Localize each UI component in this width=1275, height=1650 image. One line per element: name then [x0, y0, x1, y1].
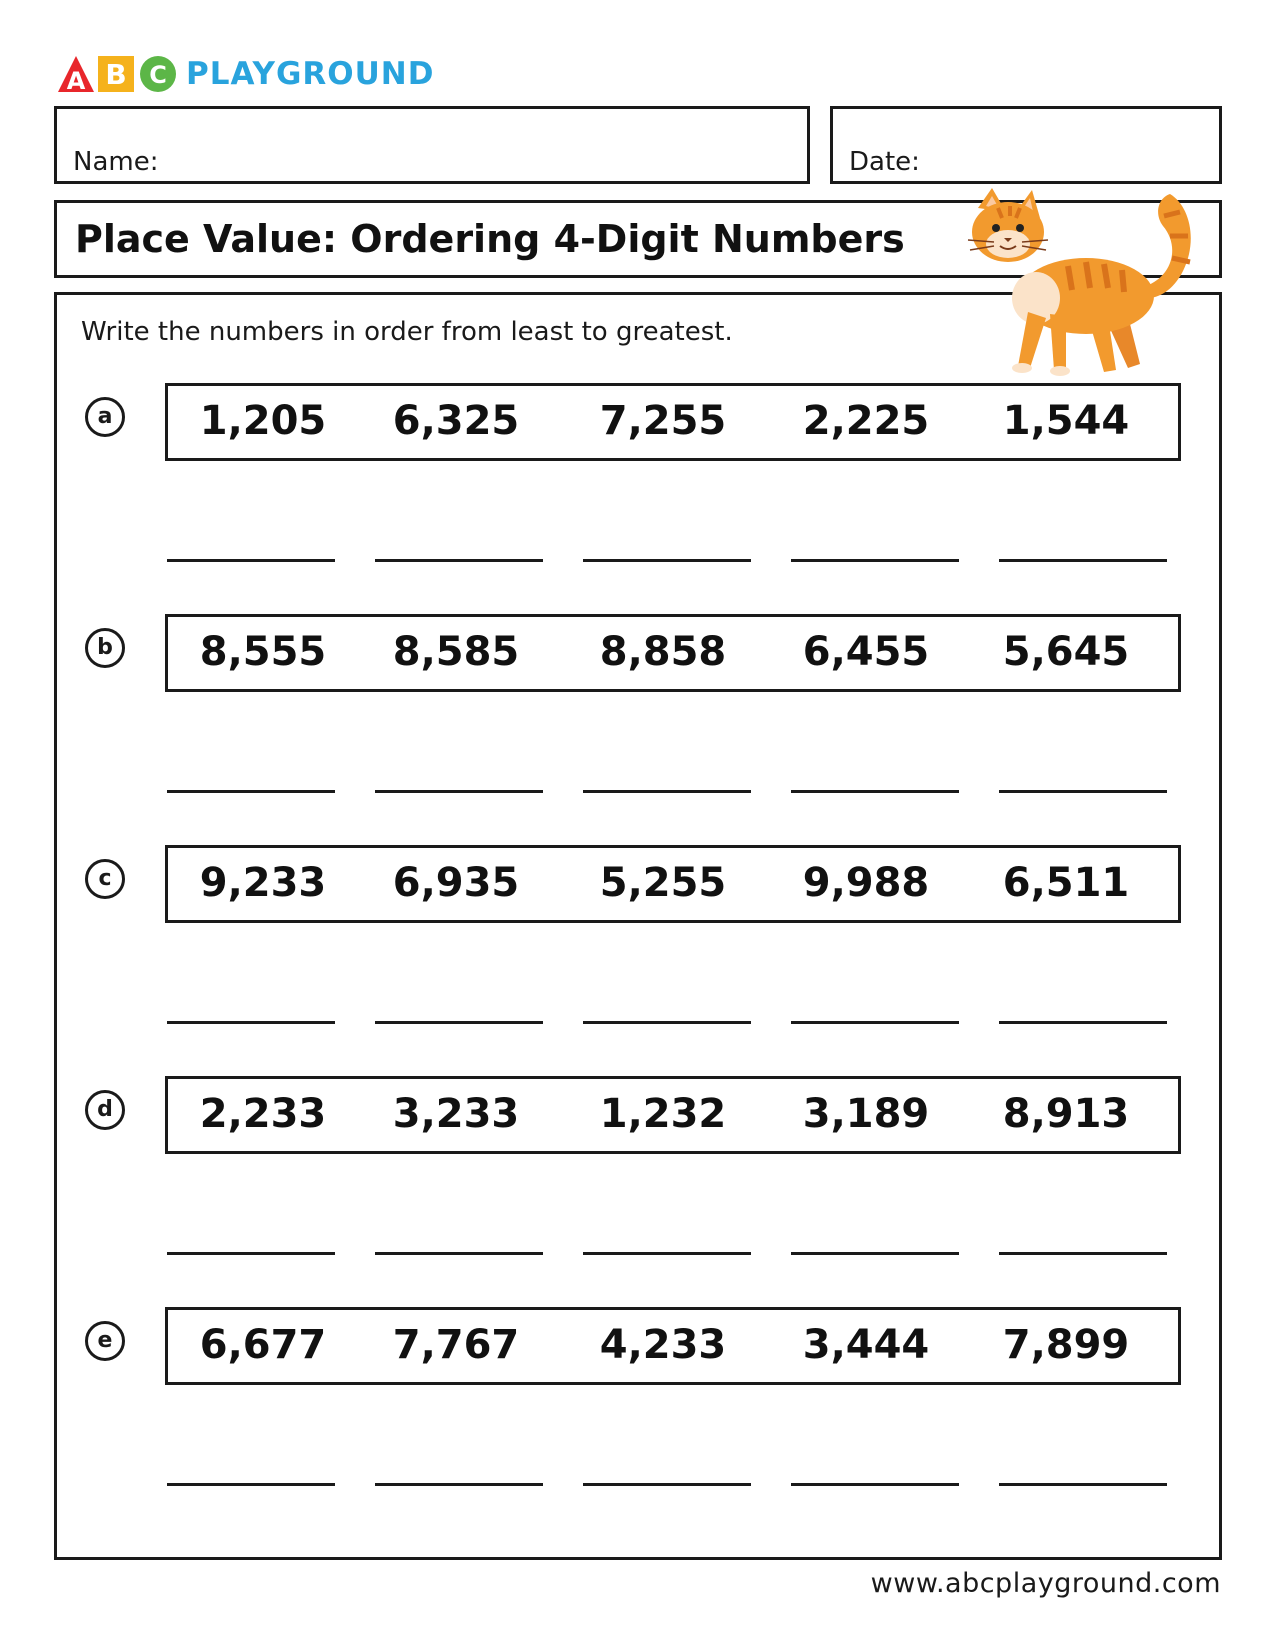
number-value: 2,225 [802, 398, 930, 444]
problem-label: e [85, 1321, 125, 1361]
number-box [165, 614, 1181, 692]
problem-label: b [85, 628, 125, 668]
number-value: 9,988 [802, 860, 930, 906]
number-value: 4,233 [599, 1322, 727, 1368]
answer-blank[interactable] [583, 1252, 751, 1255]
number-value: 8,585 [392, 629, 520, 675]
answer-blank[interactable] [167, 1483, 335, 1486]
footer-url: www.abcplayground.com [870, 1568, 1221, 1599]
svg-text:C: C [149, 61, 167, 89]
number-value: 6,511 [1002, 860, 1130, 906]
problem-label: d [85, 1090, 125, 1130]
number-box [165, 1307, 1181, 1385]
answer-blank[interactable] [375, 1483, 543, 1486]
answer-blank[interactable] [999, 790, 1167, 793]
answer-blank[interactable] [999, 1252, 1167, 1255]
number-value: 3,444 [802, 1322, 930, 1368]
number-value: 6,677 [199, 1322, 327, 1368]
logo-letter-b: B [98, 56, 134, 92]
number-box [165, 845, 1181, 923]
date-label: Date: [849, 147, 920, 177]
answer-blank[interactable] [583, 559, 751, 562]
instruction-text: Write the numbers in order from least to greatest. [81, 317, 733, 347]
number-value: 6,935 [392, 860, 520, 906]
worksheet-body [54, 292, 1222, 1560]
abc-playground-logo [56, 54, 434, 94]
problem-a [57, 383, 1225, 603]
number-value: 6,455 [802, 629, 930, 675]
number-value: 6,325 [392, 398, 520, 444]
name-field[interactable] [54, 106, 810, 184]
number-value: 7,255 [599, 398, 727, 444]
answer-blank[interactable] [791, 790, 959, 793]
number-box [165, 1076, 1181, 1154]
number-value: 1,205 [199, 398, 327, 444]
answer-blank[interactable] [583, 790, 751, 793]
problem-e [57, 1307, 1225, 1527]
answer-blank[interactable] [375, 790, 543, 793]
answer-blank[interactable] [999, 559, 1167, 562]
answer-blank[interactable] [375, 1252, 543, 1255]
logo-wordmark: PLAYGROUND [186, 56, 435, 92]
svg-text:A: A [66, 67, 86, 94]
name-label: Name: [73, 147, 159, 177]
answer-blank[interactable] [791, 1021, 959, 1024]
problem-c [57, 845, 1225, 1065]
answer-blank[interactable] [167, 790, 335, 793]
problem-b [57, 614, 1225, 834]
number-value: 7,899 [1002, 1322, 1130, 1368]
number-value: 5,255 [599, 860, 727, 906]
answer-blank[interactable] [791, 1483, 959, 1486]
answer-blank[interactable] [999, 1483, 1167, 1486]
answer-blank[interactable] [167, 1021, 335, 1024]
number-value: 7,767 [392, 1322, 520, 1368]
number-value: 3,233 [392, 1091, 520, 1137]
answer-blank[interactable] [375, 1021, 543, 1024]
number-value: 8,913 [1002, 1091, 1130, 1137]
date-field[interactable] [830, 106, 1222, 184]
answer-blank[interactable] [583, 1021, 751, 1024]
answer-blank[interactable] [791, 559, 959, 562]
logo-letter-a [56, 54, 96, 94]
answer-blank[interactable] [583, 1483, 751, 1486]
answer-blank[interactable] [167, 1252, 335, 1255]
number-value: 2,233 [199, 1091, 327, 1137]
number-value: 1,544 [1002, 398, 1130, 444]
answer-blank[interactable] [999, 1021, 1167, 1024]
logo-letter-c [138, 54, 178, 94]
number-value: 8,555 [199, 629, 327, 675]
number-value: 5,645 [1002, 629, 1130, 675]
number-value: 9,233 [199, 860, 327, 906]
number-box [165, 383, 1181, 461]
number-value: 1,232 [599, 1091, 727, 1137]
worksheet-title: Place Value: Ordering 4-Digit Numbers [75, 217, 905, 261]
cat-illustration [958, 186, 1198, 386]
problem-label: c [85, 859, 125, 899]
answer-blank[interactable] [791, 1252, 959, 1255]
problem-label: a [85, 397, 125, 437]
number-value: 8,858 [599, 629, 727, 675]
answer-blank[interactable] [375, 559, 543, 562]
number-value: 3,189 [802, 1091, 930, 1137]
answer-blank[interactable] [167, 559, 335, 562]
problem-d [57, 1076, 1225, 1296]
